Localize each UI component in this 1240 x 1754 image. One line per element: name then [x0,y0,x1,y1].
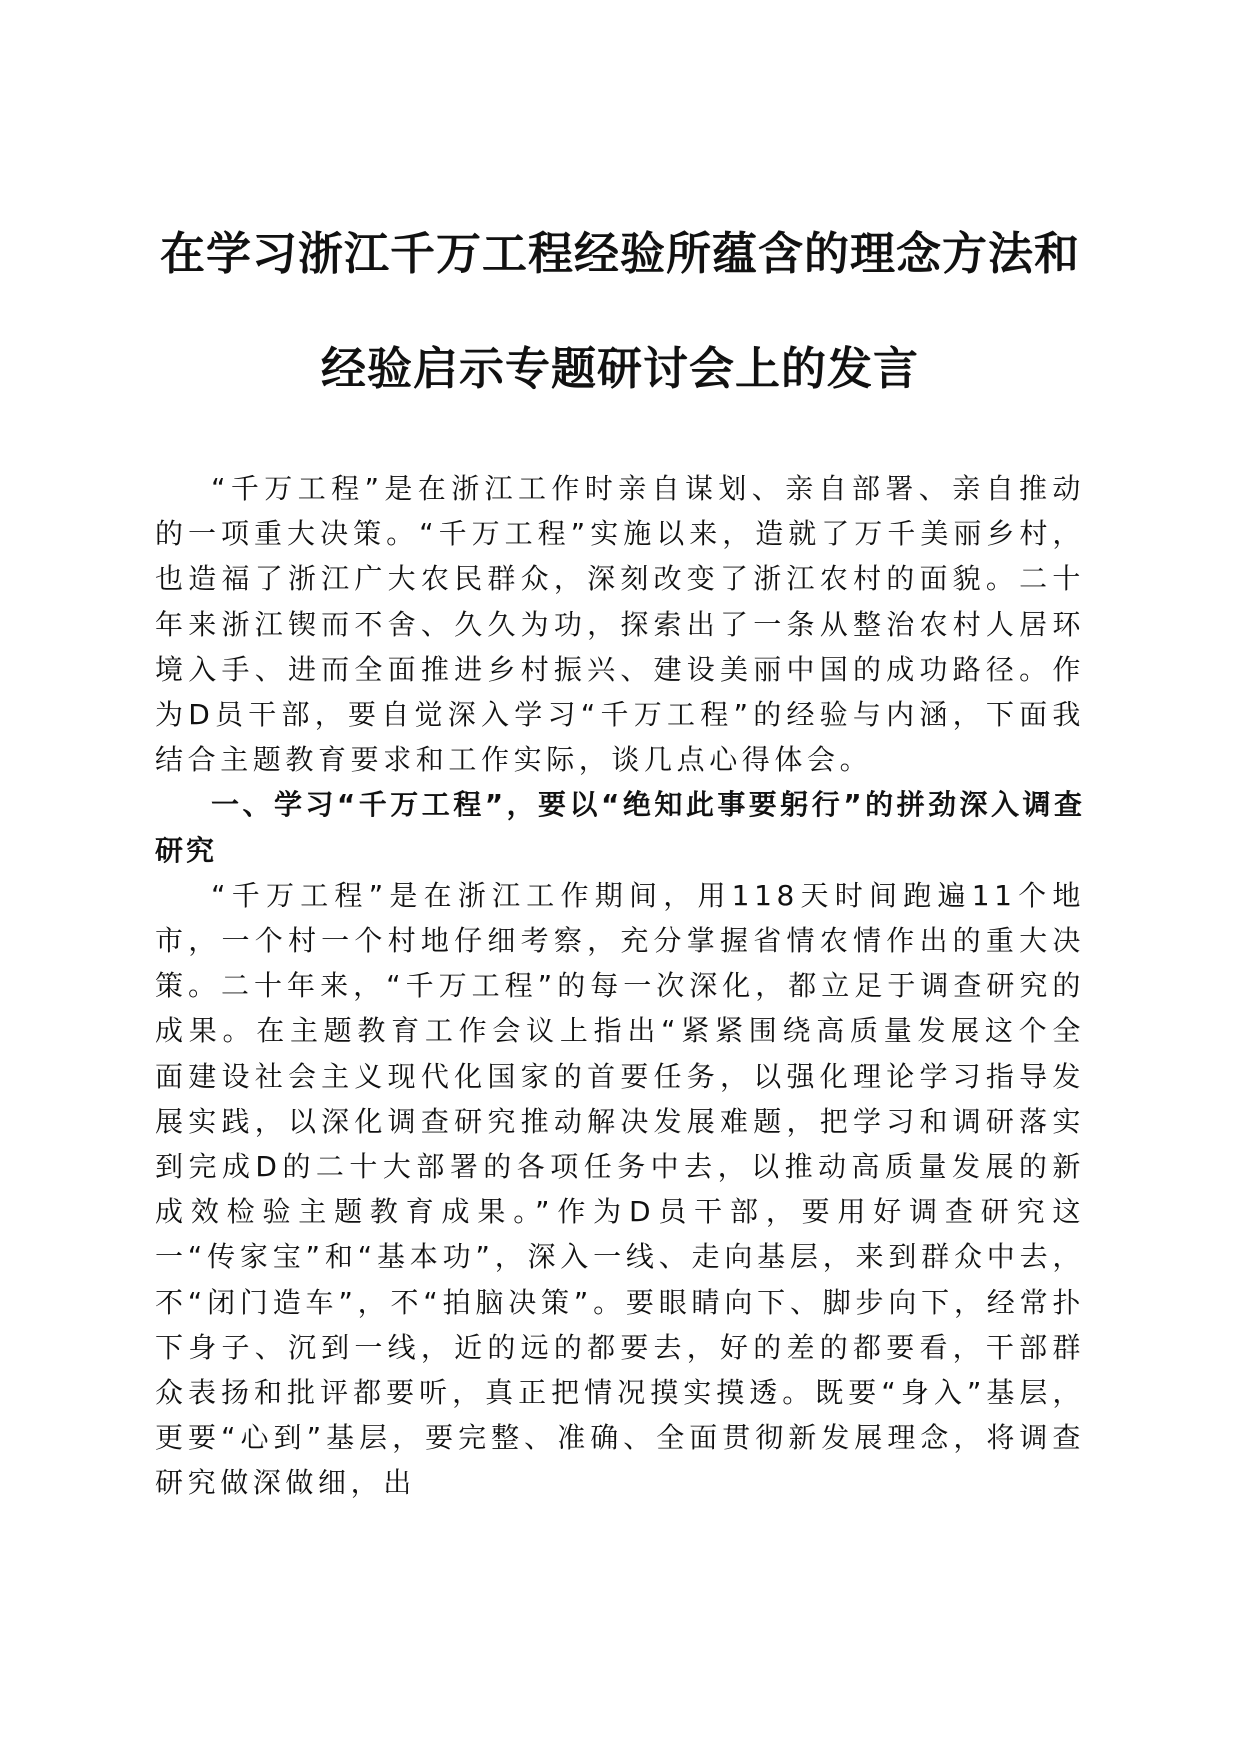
document-title-line-2: 经验启示专题研讨会上的发言 [320,342,919,395]
document-body [155,466,1085,1506]
section-heading-1: 一、学习“千万工程”，要以“绝知此事要躬行”的拼劲深入调查研究 [155,788,1085,867]
paragraph-section-1: “千万工程”是在浙江工作期间，用118天时间跑遍11个地市，一个村一个村地仔细考察，充分掌握省情农情作出的重大决策。二十年来，“千万工程”的每一次深化，都立足于调查研究的成果。在主题教育工作会议上指出“紧紧围绕高质量发展这个全面建设社会主义现代化国家的首要任务，以强化理论学习指导发展实践，以深化调查研究推动解决发展难题，把学习和调研落实到完成D的二十大部署的各项任务中去，以推动高质量发展的新成效检验主题教育成果。”作为D员干部，要用好调查研究这一“传家宝”和“基本功”，深入一线、走向基层，来到群众中去，不“闭门造车”，不“拍脑决策”。要眼睛向下、脚步向下，经常扑下身子、沉到一线，近的远的都要去，好的差的都要看，干部群众表扬和批评都要听，真正把情况摸实摸透。既要“身入”基层，更要“心到”基层，要完整、准确、全面贯彻新发展理念，将调查研究做深做细，出 [155,878,1085,1500]
document-title-line-1: 在学习浙江千万工程经验所蕴含的理念方法和 [159,227,1080,280]
paragraph-intro: “千万工程”是在浙江工作时亲自谋划、亲自部署、亲自推动的一项重大决策。“千万工程”实施以来，造就了万千美丽乡村，也造福了浙江广大农民群众，深刻改变了浙江农村的面貌。二十年来浙江锲而不舍、久久为功，探索出了一条从整治农村人居环境入手、进而全面推进乡村振兴、建设美丽中国的成功路径。作为D员干部，要自觉深入学习“千万工程”的经验与内涵，下面我结合主题教育要求和工作实际，谈几点心得体会。 [155,472,1085,777]
